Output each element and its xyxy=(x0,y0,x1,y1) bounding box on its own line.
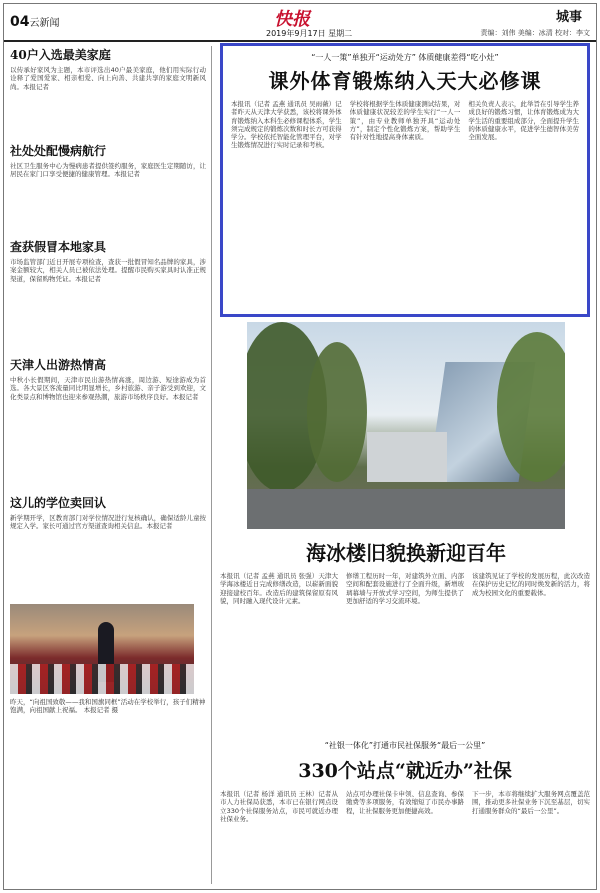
paper-logo: 快报 xyxy=(274,9,310,30)
brief-title: 天津人出游热情高 xyxy=(10,358,107,372)
story3-kicker: “社银一体化”打通市民社保服务“最后一公里” xyxy=(324,741,486,750)
newspaper-page xyxy=(3,3,597,890)
flag-ceremony-photo xyxy=(10,604,194,694)
page-number-label: 04云新闻 xyxy=(10,14,60,30)
issue-date: 2019年9月17日 星期二 xyxy=(266,29,353,38)
feature-body xyxy=(231,100,579,305)
brief-item xyxy=(10,494,206,596)
brief-item xyxy=(10,142,206,230)
page-header xyxy=(4,4,596,40)
story3-column: 下一步，本市将继续扩大服务网点覆盖范围，推动更多社保业务下沉至基层，切实打通服务群众的“最后一公里”。 xyxy=(472,790,590,815)
feature-column: 相关负责人表示，此举旨在引导学生养成良好的锻炼习惯，让体育锻炼成为大学生活的重要组成部分，全面提升学生的体质健康水平，促进学生德智体美劳全面发展。 xyxy=(468,100,580,142)
brief-title: 查获假冒本地家具 xyxy=(10,240,107,254)
feature-column: 学校将根据学生体质健康测试结果，对体质健康状况较差的学生实行“一人一策”，由专业教师单独开具“运动处方”，制定个性化锻炼方案，帮助学生有针对性地提高身体素质。 xyxy=(349,100,461,142)
story3-body xyxy=(220,790,590,884)
brief-title: 社处处配慢病航行 xyxy=(10,144,107,158)
story2-column: 该建筑见证了学校的发展历程，此次改造在保护历史记忆的同时焕发新的活力，将成为校园文化的重要载体。 xyxy=(472,572,590,597)
brief-item xyxy=(10,356,206,486)
editor-credits: 责编：刘伟 美编：冰清 校对：李文 xyxy=(480,29,590,37)
tree-shape xyxy=(307,342,367,482)
story3-column: 站点可办理社保卡申领、信息查询、参保缴费等多项服务，有效缩短了市民办事路程，让社保服务更加便捷高效。 xyxy=(346,790,464,815)
brief-text: 新学期开学，区教育部门对学位情况进行复核确认，确保适龄儿童按规定入学。家长可通过官方渠道查询相关信息。本报记者 xyxy=(10,514,206,531)
low-building-shape xyxy=(367,432,447,482)
brief-text: 社区卫生服务中心为慢病患者提供签约服务，家庭医生定期随访，让居民在家门口享受便捷的健康管理。本报记者 xyxy=(10,162,206,179)
column-divider xyxy=(211,46,212,884)
story2-column: 本报讯（记者 孟燕 通讯员 张强）天津大学海冰楼近日完成修缮改造，以崭新面貌迎接建校百年。改造后的建筑保留原有风貌，同时融入现代设计元素。 xyxy=(220,572,338,605)
briefs-column xyxy=(10,46,206,884)
feature-column: 本报讯（记者 孟燕 通讯员 吴雨薇）记者昨天从天津大学获悉，该校将课外体育锻炼纳入本科生必修课程体系，学生须完成规定的锻炼次数和时长方可获得学分。学校依托智能化管理平台，对学生锻炼情况进行实时记录和考核。 xyxy=(231,100,342,150)
brief-item xyxy=(10,46,206,134)
brief-title: 40户入选最美家庭 xyxy=(10,48,111,62)
feature-headline[interactable]: 课外体育锻炼纳入天大必修课 xyxy=(268,69,542,93)
brief-text: 以传承好家风为主题，本市评选出40户最美家庭，他们用实际行动诠释了爱国爱家、相亲相爱、向上向善、共建共享的家庭文明新风尚。本报记者 xyxy=(10,66,206,91)
story2-headline[interactable]: 海冰楼旧貌换新迎百年 xyxy=(306,541,506,565)
haibing-building-photo xyxy=(247,322,565,529)
story3-column: 本报讯（记者 杨洋 通讯员 王林）记者从市人力社保局获悉，本市已在银行网点设立330个社保服务站点，市民可就近办理社保业务。 xyxy=(220,790,338,823)
story3-headline[interactable]: 330个站点“就近办”社保 xyxy=(298,760,512,782)
brief-item xyxy=(10,238,206,348)
brief-title: 这儿的学位卖回认 xyxy=(10,496,107,510)
photo-caption: 昨天，“向祖国致敬——我和国旗同框”活动在学校举行，孩子们精神饱满，向祖国献上祝福。 本报记者 摄 xyxy=(10,698,206,714)
section-name: 城事 xyxy=(555,10,582,25)
road-shape xyxy=(247,489,565,529)
feature-article-highlighted[interactable] xyxy=(220,43,590,317)
header-rule xyxy=(4,40,596,42)
story2-body xyxy=(220,572,590,722)
brief-text: 市场监管部门近日开展专项检查，查获一批假冒知名品牌的家具，涉案金额较大，相关人员已被依法处理。提醒市民购买家具时认准正规渠道，保留购物凭证。本报记者 xyxy=(10,258,206,283)
story2-column: 修缮工程历时一年，对建筑外立面、内部空间和配套设施进行了全面升级，新增玻璃幕墙与开放式学习空间，为师生提供了更加舒适的学习交流环境。 xyxy=(346,572,464,605)
feature-kicker: “一人一策”单独开“运动处方” 体质健康差得“吃小灶” xyxy=(311,53,499,62)
brief-text: 中秋小长假期间，天津市民出游热情高涨，周边游、短途游成为首选。各大景区客流量同比明显增长，乡村旅游、亲子游受到欢迎，文化类景点和博物馆也迎来参观热潮，旅游市场秩序良好。本报记者 xyxy=(10,376,206,401)
